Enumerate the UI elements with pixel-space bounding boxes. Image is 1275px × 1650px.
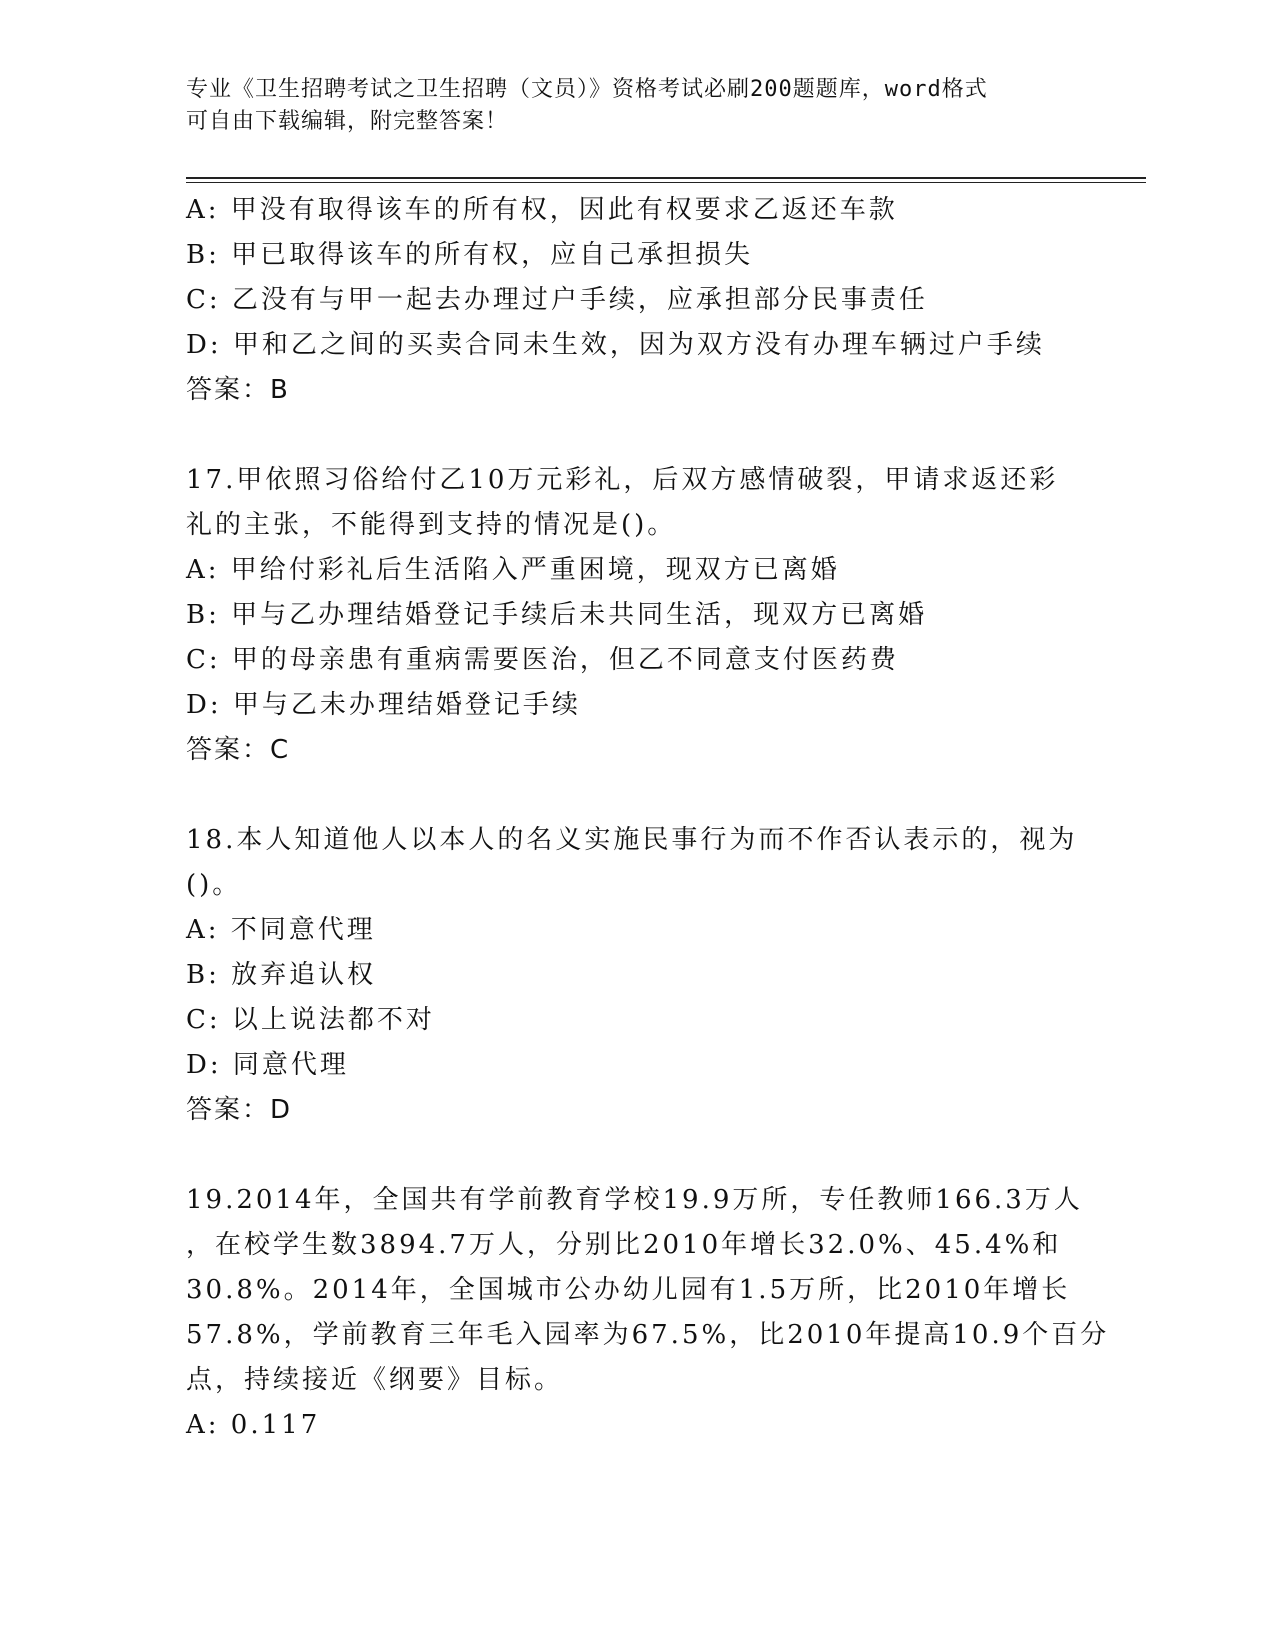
- question-18: [186, 818, 1086, 1133]
- question-stem-line: 57.8%，学前教育三年毛入园率为67.5%，比2010年提高10.9个百分: [186, 1320, 1110, 1350]
- question-stem-line: 点，持续接近《纲要》目标。: [186, 1365, 564, 1395]
- document-header: [186, 74, 1086, 138]
- question-stem-line: 17.甲依照习俗给付乙10万元彩礼，后双方感情破裂，甲请求返还彩: [186, 465, 1059, 495]
- option-b: B: 甲与乙办理结婚登记手续后未共同生活，现双方已离婚: [186, 600, 928, 630]
- question-stem-line: 礼的主张，不能得到支持的情况是()。: [186, 510, 677, 540]
- spacer: [186, 413, 1086, 458]
- question-stem-line: ，在校学生数3894.7万人，分别比2010年增长32.0%、45.4%和: [186, 1230, 1062, 1260]
- question-list: [186, 188, 1110, 1448]
- answer-line: 答案：D: [186, 1095, 293, 1125]
- header-title-line-1: 专业《卫生招聘考试之卫生招聘（文员）》资格考试必刷200题题库，word格式: [186, 77, 988, 102]
- option-a: A: 甲给付彩礼后生活陷入严重困境，现双方已离婚: [186, 555, 840, 585]
- option-d: D: 甲和乙之间的买卖合同未生效，因为双方没有办理车辆过户手续: [186, 330, 1045, 360]
- header-title-line-2: 可自由下载编辑，附完整答案！: [186, 109, 509, 134]
- question-17: [186, 458, 1086, 773]
- answer-line: 答案：C: [186, 735, 291, 765]
- option-c: C: 乙没有与甲一起去办理过户手续，应承担部分民事责任: [186, 285, 928, 315]
- question-16: [186, 188, 1086, 413]
- spacer: [186, 1133, 1086, 1178]
- option-a: A: 不同意代理: [186, 915, 376, 945]
- option-b: B: 放弃追认权: [186, 960, 377, 990]
- question-stem-line: 19.2014年，全国共有学前教育学校19.9万所，专任教师166.3万人: [186, 1185, 1083, 1215]
- question-stem-line: ()。: [186, 870, 242, 900]
- question-stem-line: 18.本人知道他人以本人的名义实施民事行为而不作否认表示的，视为: [186, 825, 1078, 855]
- option-c: C: 以上说法都不对: [186, 1005, 435, 1035]
- option-d: D: 同意代理: [186, 1050, 349, 1080]
- question-19: [186, 1178, 1110, 1448]
- option-c: C: 甲的母亲患有重病需要医治，但乙不同意支付医药费: [186, 645, 899, 675]
- header-divider: [186, 177, 1146, 183]
- option-a: A: 0.117: [186, 1410, 321, 1440]
- option-d: D: 甲与乙未办理结婚登记手续: [186, 690, 581, 720]
- answer-line: 答案：B: [186, 375, 290, 405]
- option-a: A: 甲没有取得该车的所有权，因此有权要求乙返还车款: [186, 195, 898, 225]
- question-stem-line: 30.8%。2014年，全国城市公办幼儿园有1.5万所，比2010年增长: [186, 1275, 1071, 1305]
- option-b: B: 甲已取得该车的所有权，应自己承担损失: [186, 240, 754, 270]
- spacer: [186, 773, 1086, 818]
